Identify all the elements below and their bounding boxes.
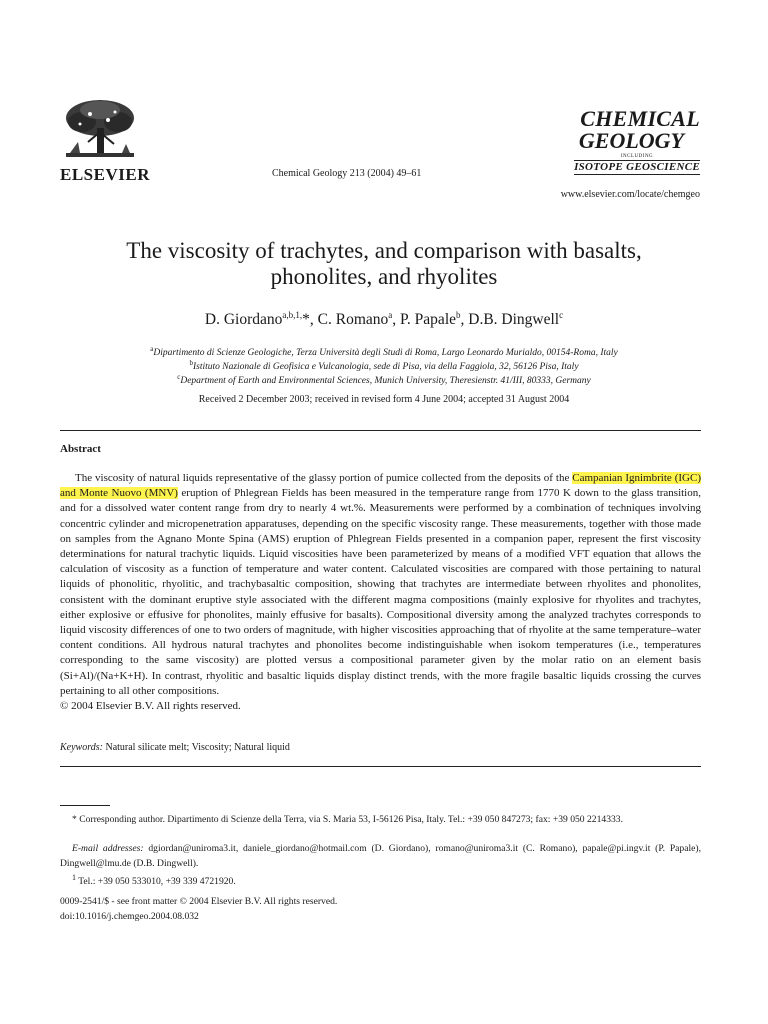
affiliation-text: Department of Earth and Environmental Sciences, Munich University, Theresienstr. 41/III, 80333, Germany: [180, 376, 591, 387]
highlighted-text[interactable]: Campanian Ignimbrite (IGC) and Monte Nuovo (MNV): [60, 472, 701, 500]
author-name: P. Papale: [400, 311, 456, 329]
paper-title: [60, 238, 708, 290]
front-matter: [60, 895, 337, 924]
footnote-mark: 1: [72, 873, 76, 882]
elsevier-tree-logo-icon: [60, 98, 140, 160]
keywords: [60, 742, 290, 753]
abstract-body: [60, 471, 701, 714]
author-name: D.B. Dingwell: [468, 311, 560, 329]
abstract-copyright: © 2004 Elsevier B.V. All rights reserved.: [60, 700, 241, 713]
author-affiliation-marks: b: [456, 310, 461, 320]
corresponding-mark: *: [302, 311, 310, 329]
abstract-text-pre: The viscosity of natural liquids representative of the glassy portion of pumice collected from the deposits of the: [75, 472, 573, 484]
footnote-tel: [60, 871, 701, 890]
author-list: [60, 310, 708, 329]
keywords-label: Keywords:: [60, 742, 103, 753]
abstract-heading: Abstract: [60, 443, 101, 455]
received-dates: Received 2 December 2003; received in revised form 4 June 2004; accepted 31 August 2004: [198, 394, 570, 405]
title-line-2: phonolites, and rhyolites: [270, 264, 498, 289]
footnote-rule: [60, 805, 110, 806]
issn-line: 0009-2541/$ - see front matter © 2004 Elsevier B.V. All rights reserved.: [60, 896, 338, 907]
journal-url-link[interactable]: www.elsevier.com/locate/chemgeo: [560, 189, 700, 200]
author-separator: ,: [460, 311, 469, 329]
publisher-name: ELSEVIER: [60, 165, 150, 184]
footnote-emails: [60, 842, 701, 871]
email-addresses[interactable]: dgiordan@uniroma3.it, daniele_giordano@hotmail.com (D. Giordano), romano@uniroma3.it (C. Romano), papale@pi.ingv.it (P. Papale), Dingwell@lmu.de (D.B. Dingwell).: [60, 843, 701, 869]
author-name: C. Romano: [317, 311, 389, 329]
affiliation-b: [60, 359, 708, 372]
journal-title-line2: GEOLOGY: [578, 128, 684, 153]
affiliation-mark: c: [177, 373, 181, 381]
author-name: D. Giordano: [204, 311, 283, 329]
abstract-text-post: eruption of Phlegrean Fields has been measured in the temperature range from 1770 K down to the glass transition, and for a dissolved water content range from dry to nearly 4 wt.%. Measurements were performed by a combination of techniques involving concentric cylinder and micropenetration apparatuses, depending on the specific viscosity range. These measurements, together with those made on samples from the Agnano Monte Spina (AMS) eruption of Phlegrean Fields presented in a companion paper, represent the first viscosity determinations for natural trachytic liquids. Liquid viscosities have been parameterized by means of a modified VFT equation that allows the calculation of viscosity as a function of temperature and water content. Calculated viscosities are compared with those pertaining to natural liquids of phonolitic, rhyolitic, and trachybasaltic composition, showing that trachytes are intermediate between rhyolites and phonolites, consistent with the dominant eruptive style associated with the different magma compositions (mainly explosive for rhyolites and trachytes, either explosive or effusive for phonolites, mainly effusive for basalts). Compositional diversity among the analyzed trachytes corresponds to liquid viscosity differences of one to two orders of magnitude, with higher viscosities approaching that of rhyolite at the same temperature–water content conditions. All hydrous natural trachytes and phonolites become indistinguishable when isokom temperatures (i.e., temperatures corresponding to the same viscosity) are plotted versus a compositional parameter given by the molar ratio on an element basis (Si+Al)/(Na+K+H). In contrast, rhyolitic and basaltic liquids display distinct trends, with the more fragile basaltic liquids crossing the curves pertaining to all other compositions.: [60, 487, 701, 697]
author-separator: ,: [392, 311, 401, 329]
keywords-list: Natural silicate melt; Viscosity; Natural liquid: [105, 742, 290, 753]
email-label: E-mail addresses:: [72, 843, 144, 854]
doi-line[interactable]: doi:10.1016/j.chemgeo.2004.08.032: [60, 910, 199, 922]
affiliation-text: Istituto Nazionale di Geofisica e Vulcanologia, sede di Pisa, via della Faggiola, 32, 56126 Pisa, Italy: [192, 362, 579, 373]
footnote-corresponding: * Corresponding author. Dipartimento di Scienze della Terra, via S. Maria 53, I-56126 Pisa, Italy. Tel.: +39 050 847273; fax: +39 050 2214333.: [72, 814, 623, 825]
divider-bottom: [60, 766, 701, 767]
affiliation-c: [60, 373, 708, 386]
divider-top: [60, 430, 701, 431]
author-affiliation-marks: c: [559, 310, 564, 320]
journal-masthead: [574, 108, 700, 175]
affiliation-mark: a: [150, 345, 154, 353]
affiliation-a: [60, 345, 708, 358]
footnote-tel-text: Tel.: +39 050 533010, +39 339 4721920.: [78, 876, 236, 888]
author-affiliation-marks: a,b,1,: [282, 310, 303, 320]
title-line-1: The viscosity of trachytes, and comparison with basalts,: [126, 238, 642, 263]
journal-citation: Chemical Geology 213 (2004) 49–61: [272, 168, 422, 179]
journal-including: INCLUDING: [620, 154, 654, 159]
journal-title-line1: CHEMICAL: [580, 106, 700, 131]
journal-title-line3: ISOTOPE GEOSCIENCE: [574, 161, 700, 173]
author-affiliation-marks: a: [388, 310, 393, 320]
author-separator: ,: [309, 311, 318, 329]
affiliation-mark: b: [189, 359, 193, 367]
affiliation-text: Dipartimento di Scienze Geologiche, Terza Università degli Studi di Roma, Largo Leonardo Murialdo, 00154-Roma, Italy: [153, 348, 618, 359]
